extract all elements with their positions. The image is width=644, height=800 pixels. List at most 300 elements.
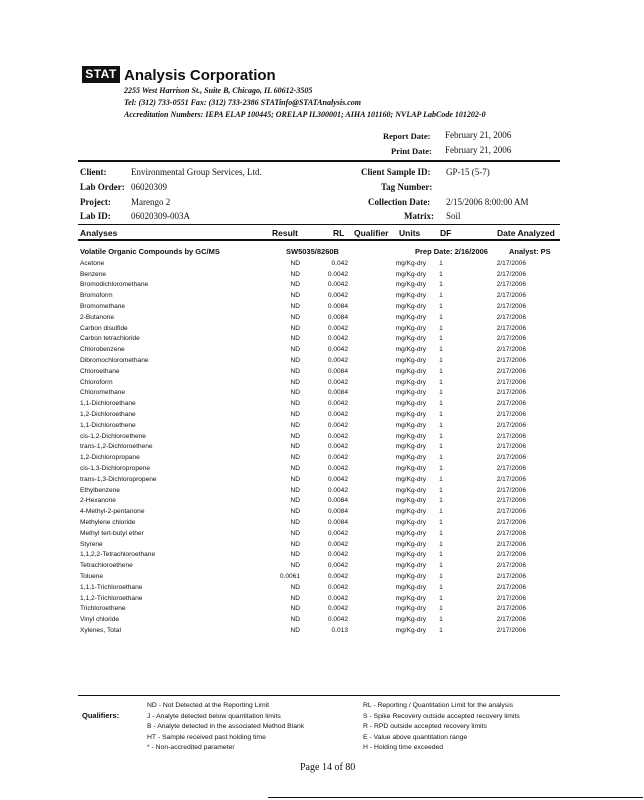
- df-value: 1: [439, 443, 443, 451]
- report-date: February 21, 2006: [445, 130, 512, 140]
- result-value: ND: [290, 367, 300, 375]
- header-rule: [78, 160, 560, 162]
- rl-value: 0.0042: [327, 292, 348, 300]
- df-value: 1: [439, 346, 443, 354]
- date-analyzed-value: 2/17/2006: [496, 324, 526, 332]
- qualifiers-left: [147, 702, 304, 755]
- qualifier-value: [348, 280, 376, 291]
- df-value: 1: [439, 313, 443, 321]
- qualifier-value: [348, 301, 376, 312]
- analyte-name: 1,1,2-Trichloroethane: [80, 594, 143, 602]
- column-rule: [78, 239, 560, 241]
- report-date-label: Report Date:: [383, 131, 431, 141]
- table-row: [80, 431, 526, 442]
- table-row: [80, 506, 526, 517]
- footer-rule: [268, 797, 643, 798]
- analyte-name: Xylenes, Total: [80, 626, 121, 634]
- units-value: mg/Kg-dry: [395, 367, 426, 375]
- qualifier-value: [348, 366, 376, 377]
- table-row: [80, 344, 526, 355]
- table-row: [80, 280, 526, 291]
- df-value: 1: [439, 421, 443, 429]
- units-value: mg/Kg-dry: [395, 529, 426, 537]
- df-value: 1: [439, 573, 443, 580]
- analyte-name: 1,1-Dichloroethene: [80, 421, 136, 429]
- lab-id-label: Lab ID:: [80, 211, 111, 221]
- result-value: ND: [290, 540, 300, 548]
- df-value: 1: [439, 594, 443, 602]
- qualifier-value: [348, 463, 376, 474]
- table-row: [80, 409, 526, 420]
- result-value: ND: [290, 497, 300, 505]
- units-value: mg/Kg-dry: [395, 465, 426, 473]
- analyte-name: Bromomethane: [80, 303, 126, 311]
- table-row: [80, 463, 526, 474]
- analyte-name: Methylene chloride: [80, 519, 136, 527]
- qualifier-value: [348, 290, 376, 301]
- project-value: Marengo 2: [131, 197, 171, 207]
- units-value: mg/Kg-dry: [395, 486, 426, 494]
- result-value: ND: [290, 626, 300, 634]
- date-analyzed-value: 2/17/2006: [496, 605, 526, 613]
- result-value: ND: [290, 324, 300, 332]
- units-value: mg/Kg-dry: [395, 335, 426, 343]
- table-row: [80, 398, 526, 409]
- rl-value: 0.0042: [327, 324, 348, 332]
- units-value: mg/Kg-dry: [395, 443, 426, 451]
- qualifier-value: [348, 334, 376, 345]
- table-row: [80, 366, 526, 377]
- table-row: [80, 290, 526, 301]
- result-value: ND: [290, 303, 300, 311]
- table-row: [80, 258, 526, 269]
- analyte-name: Chlorobenzene: [80, 346, 125, 354]
- units-value: mg/Kg-dry: [395, 432, 426, 440]
- rl-value: 0.0042: [327, 529, 348, 537]
- result-value: ND: [290, 400, 300, 408]
- company-contact: Tel: (312) 733-0551 Fax: (312) 733-2386 STATinfo@STATAnalysis.com: [124, 98, 361, 107]
- date-analyzed-value: 2/17/2006: [496, 389, 526, 397]
- units-value: mg/Kg-dry: [395, 281, 426, 289]
- qualifier-ht: HT - Sample received past holding time: [147, 733, 266, 741]
- units-value: mg/Kg-dry: [395, 303, 426, 311]
- result-value: ND: [290, 378, 300, 386]
- lab-order-value: 06020309: [131, 182, 167, 192]
- rl-value: 0.0084: [327, 508, 348, 516]
- result-value: ND: [290, 259, 300, 267]
- rl-value: 0.0042: [327, 465, 348, 473]
- rl-value: 0.0042: [327, 335, 348, 343]
- date-analyzed-value: 2/17/2006: [496, 378, 526, 386]
- df-value: 1: [439, 454, 443, 462]
- df-value: 1: [439, 400, 443, 408]
- units-value: mg/Kg-dry: [395, 378, 426, 386]
- df-value: 1: [439, 529, 443, 537]
- df-value: 1: [439, 378, 443, 386]
- client-label: Client:: [80, 167, 107, 177]
- units-value: mg/Kg-dry: [395, 421, 426, 429]
- result-value: ND: [290, 605, 300, 613]
- analyte-name: Chloroethane: [80, 367, 120, 375]
- qualifier-value: [348, 517, 376, 528]
- client-value: Environmental Group Services, Ltd.: [131, 167, 262, 177]
- qualifier-rule: [78, 695, 560, 696]
- analyte-name: 2-Butanone: [80, 313, 115, 321]
- date-analyzed-value: 2/17/2006: [496, 475, 526, 483]
- df-value: 1: [439, 367, 443, 375]
- rl-value: 0.0042: [327, 357, 348, 365]
- df-value: 1: [439, 270, 443, 278]
- qualifier-value: [348, 344, 376, 355]
- result-value: ND: [290, 335, 300, 343]
- result-value: ND: [290, 519, 300, 527]
- date-analyzed-value: 2/17/2006: [496, 486, 526, 494]
- date-analyzed-value: 2/17/2006: [496, 573, 526, 580]
- result-value: ND: [290, 421, 300, 429]
- stat-logo: STAT: [82, 66, 120, 83]
- units-value: mg/Kg-dry: [395, 259, 426, 267]
- table-row: [80, 334, 526, 345]
- matrix-label: Matrix:: [404, 211, 434, 221]
- rl-value: 0.0084: [327, 497, 348, 505]
- df-value: 1: [439, 292, 443, 300]
- analyte-name: Trichloroethene: [80, 605, 126, 613]
- df-value: 1: [439, 486, 443, 494]
- df-value: 1: [439, 551, 443, 559]
- rl-value: 0.0042: [327, 346, 348, 354]
- qualifier-value: [348, 323, 376, 334]
- qualifier-j: J - Analyte detected below quantitation limits: [147, 712, 281, 720]
- analyte-name: Acetone: [80, 259, 105, 267]
- tag-number-label: Tag Number:: [381, 182, 433, 192]
- rl-value: 0.0084: [327, 313, 348, 321]
- analyte-name: cis-1,2-Dichloroethene: [80, 432, 146, 440]
- qualifier-h: H - Holding time exceeded: [363, 744, 444, 752]
- df-value: 1: [439, 389, 443, 397]
- table-row: [80, 323, 526, 334]
- df-value: 1: [439, 432, 443, 440]
- table-row: [80, 301, 526, 312]
- result-value: ND: [290, 313, 300, 321]
- analyte-name: 4-Methyl-2-pentanone: [80, 508, 145, 516]
- df-value: 1: [439, 335, 443, 343]
- qualifier-value: [348, 377, 376, 388]
- qualifier-value: [348, 388, 376, 399]
- col-rl: RL: [333, 228, 345, 238]
- df-value: 1: [439, 303, 443, 311]
- rl-value: 0.0042: [327, 486, 348, 494]
- col-result: Result: [272, 228, 298, 238]
- qualifier-value: [348, 614, 376, 625]
- rl-value: 0.0042: [327, 432, 348, 440]
- date-analyzed-value: 2/17/2006: [496, 313, 526, 321]
- table-row: [80, 474, 526, 485]
- rl-value: 0.0042: [327, 378, 348, 386]
- accreditation-numbers: Accreditation Numbers: IEPA ELAP 100445; ORELAP IL300001; AIHA 101160; NVLAP LabCode 101202-0: [124, 110, 486, 119]
- df-value: 1: [439, 626, 443, 634]
- result-value: ND: [290, 432, 300, 440]
- date-analyzed-value: 2/17/2006: [496, 454, 526, 462]
- units-value: mg/Kg-dry: [395, 594, 426, 602]
- units-value: mg/Kg-dry: [395, 616, 426, 624]
- analyte-name: Dibromochloromethane: [80, 357, 149, 365]
- analyte-name: 1,2-Dichloropropane: [80, 454, 140, 462]
- rl-value: 0.0042: [327, 616, 348, 624]
- result-value: ND: [290, 281, 300, 289]
- units-value: mg/Kg-dry: [395, 519, 426, 527]
- qualifier-s: S - Spike Recovery outside accepted recovery limits: [363, 712, 520, 720]
- date-analyzed-value: 2/17/2006: [496, 616, 526, 624]
- qualifiers-right: [363, 702, 520, 755]
- units-value: mg/Kg-dry: [395, 551, 426, 559]
- date-analyzed-value: 2/17/2006: [496, 411, 526, 419]
- qualifier-value: [348, 582, 376, 593]
- result-value: ND: [290, 454, 300, 462]
- result-value: ND: [290, 583, 300, 591]
- units-value: mg/Kg-dry: [395, 346, 426, 354]
- units-value: mg/Kg-dry: [395, 313, 426, 321]
- matrix-value: Soil: [446, 211, 461, 221]
- result-value: ND: [290, 551, 300, 559]
- qualifier-value: [348, 355, 376, 366]
- result-value: ND: [290, 292, 300, 300]
- qualifier-value: [348, 409, 376, 420]
- rl-value: 0.0042: [327, 400, 348, 408]
- df-value: 1: [439, 259, 443, 267]
- analyte-name: Vinyl chloride: [80, 616, 120, 624]
- analyte-name: 1,1,2,2-Tetrachloroethane: [80, 551, 156, 559]
- df-value: 1: [439, 519, 443, 527]
- df-value: 1: [439, 411, 443, 419]
- qualifier-value: [348, 571, 376, 582]
- rl-value: 0.0042: [327, 281, 348, 289]
- qualifier-b: B - Analyte detected in the associated Method Blank: [147, 723, 305, 731]
- table-row: [80, 604, 526, 615]
- date-analyzed-value: 2/17/2006: [496, 465, 526, 473]
- date-analyzed-value: 2/17/2006: [496, 421, 526, 429]
- df-value: 1: [439, 508, 443, 516]
- date-analyzed-value: 2/17/2006: [496, 551, 526, 559]
- date-analyzed-value: 2/17/2006: [496, 367, 526, 375]
- collection-date-label: Collection Date:: [368, 197, 431, 207]
- analyte-name: Styrene: [80, 540, 103, 548]
- df-value: 1: [439, 616, 443, 624]
- table-row: [80, 550, 526, 561]
- qualifier-value: [348, 506, 376, 517]
- units-value: mg/Kg-dry: [395, 605, 426, 613]
- col-qualifier: Qualifier: [354, 228, 389, 238]
- qualifier-value: [348, 485, 376, 496]
- result-value: ND: [290, 562, 300, 570]
- qualifier-value: [348, 625, 376, 636]
- date-analyzed-value: 2/17/2006: [496, 357, 526, 365]
- qualifier-value: [348, 398, 376, 409]
- rl-value: 0.0042: [327, 605, 348, 613]
- units-value: mg/Kg-dry: [395, 497, 426, 505]
- result-value: ND: [290, 508, 300, 516]
- rl-value: 0.042: [331, 259, 348, 267]
- rl-value: 0.0042: [327, 411, 348, 419]
- date-analyzed-value: 2/17/2006: [496, 529, 526, 537]
- analyte-name: 2-Hexanone: [80, 497, 116, 505]
- table-row: [80, 593, 526, 604]
- result-value: ND: [290, 616, 300, 624]
- print-date-label: Print Date:: [391, 146, 432, 156]
- date-analyzed-value: 2/17/2006: [496, 335, 526, 343]
- col-analyses: Analyses: [80, 228, 118, 238]
- units-value: mg/Kg-dry: [395, 357, 426, 365]
- date-analyzed-value: 2/17/2006: [496, 281, 526, 289]
- date-analyzed-value: 2/17/2006: [496, 292, 526, 300]
- qualifier-value: [348, 452, 376, 463]
- table-row: [80, 355, 526, 366]
- units-value: mg/Kg-dry: [395, 292, 426, 300]
- analyte-name: trans-1,2-Dichloroethene: [80, 443, 153, 451]
- section-prep-date: Prep Date: 2/16/2006: [415, 247, 488, 256]
- table-row: [80, 582, 526, 593]
- df-value: 1: [439, 583, 443, 591]
- units-value: mg/Kg-dry: [395, 324, 426, 332]
- qualifier-value: [348, 431, 376, 442]
- table-row: [80, 614, 526, 625]
- qualifiers-label: Qualifiers:: [82, 711, 120, 720]
- date-analyzed-value: 2/17/2006: [496, 519, 526, 527]
- units-value: mg/Kg-dry: [395, 508, 426, 516]
- rl-value: 0.0042: [327, 475, 348, 483]
- col-units: Units: [399, 228, 421, 238]
- section-method: SW5035/8260B: [286, 247, 339, 256]
- df-value: 1: [439, 357, 443, 365]
- units-value: mg/Kg-dry: [395, 389, 426, 397]
- qualifier-value: [348, 539, 376, 550]
- rl-value: 0.013: [331, 626, 348, 634]
- client-sample-id-value: GP-15 (5-7): [446, 167, 490, 177]
- qualifier-value: [348, 312, 376, 323]
- date-analyzed-value: 2/17/2006: [496, 508, 526, 516]
- result-value: ND: [290, 270, 300, 278]
- units-value: mg/Kg-dry: [395, 573, 426, 580]
- col-date-analyzed: Date Analyzed: [497, 228, 555, 238]
- qualifier-rl: RL - Reporting / Quantitation Limit for the analysis: [363, 702, 514, 709]
- result-value: 0.0061: [279, 573, 300, 580]
- df-value: 1: [439, 324, 443, 332]
- df-value: 1: [439, 281, 443, 289]
- date-analyzed-value: 2/17/2006: [496, 626, 526, 634]
- section-name: Volatile Organic Compounds by GC/MS: [80, 247, 220, 256]
- qualifier-nd: ND - Not Detected at the Reporting Limit: [147, 702, 270, 709]
- rl-value: 0.0042: [327, 454, 348, 462]
- analyte-name: Tetrachloroethene: [80, 562, 133, 570]
- table-row: [80, 539, 526, 550]
- analyte-name: 1,1,1-Trichloroethane: [80, 583, 143, 591]
- analyte-name: Ethylbenzene: [80, 486, 120, 494]
- units-value: mg/Kg-dry: [395, 454, 426, 462]
- table-row: [80, 571, 526, 582]
- units-value: mg/Kg-dry: [395, 583, 426, 591]
- result-value: ND: [290, 475, 300, 483]
- result-value: ND: [290, 529, 300, 537]
- table-row: [80, 312, 526, 323]
- units-value: mg/Kg-dry: [395, 411, 426, 419]
- date-analyzed-value: 2/17/2006: [496, 346, 526, 354]
- units-value: mg/Kg-dry: [395, 562, 426, 570]
- table-row: [80, 485, 526, 496]
- table-row: [80, 560, 526, 571]
- rl-value: 0.0084: [327, 303, 348, 311]
- df-value: 1: [439, 497, 443, 505]
- page-number: Page 14 of 80: [300, 762, 356, 773]
- date-analyzed-value: 2/17/2006: [496, 540, 526, 548]
- df-value: 1: [439, 465, 443, 473]
- rl-value: 0.0042: [327, 573, 348, 580]
- qualifier-value: [348, 496, 376, 507]
- qualifier-value: [348, 528, 376, 539]
- date-analyzed-value: 2/17/2006: [496, 259, 526, 267]
- date-analyzed-value: 2/17/2006: [496, 497, 526, 505]
- company-address: 2255 West Harrison St., Suite B, Chicago, IL 60612-3505: [124, 86, 313, 95]
- col-df: DF: [440, 228, 452, 238]
- info-rule: [78, 224, 560, 225]
- analyte-name: Methyl tert-butyl ether: [80, 529, 144, 537]
- result-value: ND: [290, 357, 300, 365]
- results-table: [80, 258, 526, 636]
- table-row: [80, 625, 526, 636]
- df-value: 1: [439, 562, 443, 570]
- analyte-name: 1,2-Dichloroethane: [80, 411, 136, 419]
- analyte-name: cis-1,3-Dichloropropene: [80, 465, 151, 473]
- qualifier-value: [348, 593, 376, 604]
- qualifier-star: * - Non-accredited parameter: [147, 744, 235, 752]
- date-analyzed-value: 2/17/2006: [496, 583, 526, 591]
- result-value: ND: [290, 346, 300, 354]
- analyte-name: Bromoform: [80, 292, 113, 300]
- analyte-name: 1,1-Dichloroethane: [80, 400, 136, 408]
- rl-value: 0.0042: [327, 270, 348, 278]
- table-row: [80, 420, 526, 431]
- date-analyzed-value: 2/17/2006: [496, 432, 526, 440]
- date-analyzed-value: 2/17/2006: [496, 303, 526, 311]
- rl-value: 0.0042: [327, 421, 348, 429]
- result-value: ND: [290, 465, 300, 473]
- lab-order-label: Lab Order:: [80, 182, 125, 192]
- rl-value: 0.0084: [327, 389, 348, 397]
- qualifier-e: E - Value above quantitation range: [363, 733, 468, 741]
- table-row: [80, 452, 526, 463]
- qualifier-value: [348, 474, 376, 485]
- table-row: [80, 442, 526, 453]
- table-row: [80, 496, 526, 507]
- analyte-name: trans-1,3-Dichloropropene: [80, 475, 157, 483]
- lab-id-value: 06020309-003A: [131, 211, 190, 221]
- date-analyzed-value: 2/17/2006: [496, 443, 526, 451]
- section-analyst: Analyst: PS: [509, 247, 551, 256]
- date-analyzed-value: 2/17/2006: [496, 594, 526, 602]
- result-value: ND: [290, 411, 300, 419]
- df-value: 1: [439, 605, 443, 613]
- analyte-name: Chloromethane: [80, 389, 126, 397]
- date-analyzed-value: 2/17/2006: [496, 400, 526, 408]
- qualifier-value: [348, 442, 376, 453]
- analyte-name: Carbon tetrachloride: [80, 335, 140, 343]
- table-row: [80, 517, 526, 528]
- date-analyzed-value: 2/17/2006: [496, 270, 526, 278]
- collection-date-value: 2/15/2006 8:00:00 AM: [446, 197, 529, 207]
- qualifier-value: [348, 560, 376, 571]
- units-value: mg/Kg-dry: [395, 270, 426, 278]
- rl-value: 0.0084: [327, 519, 348, 527]
- df-value: 1: [439, 475, 443, 483]
- qualifier-value: [348, 269, 376, 280]
